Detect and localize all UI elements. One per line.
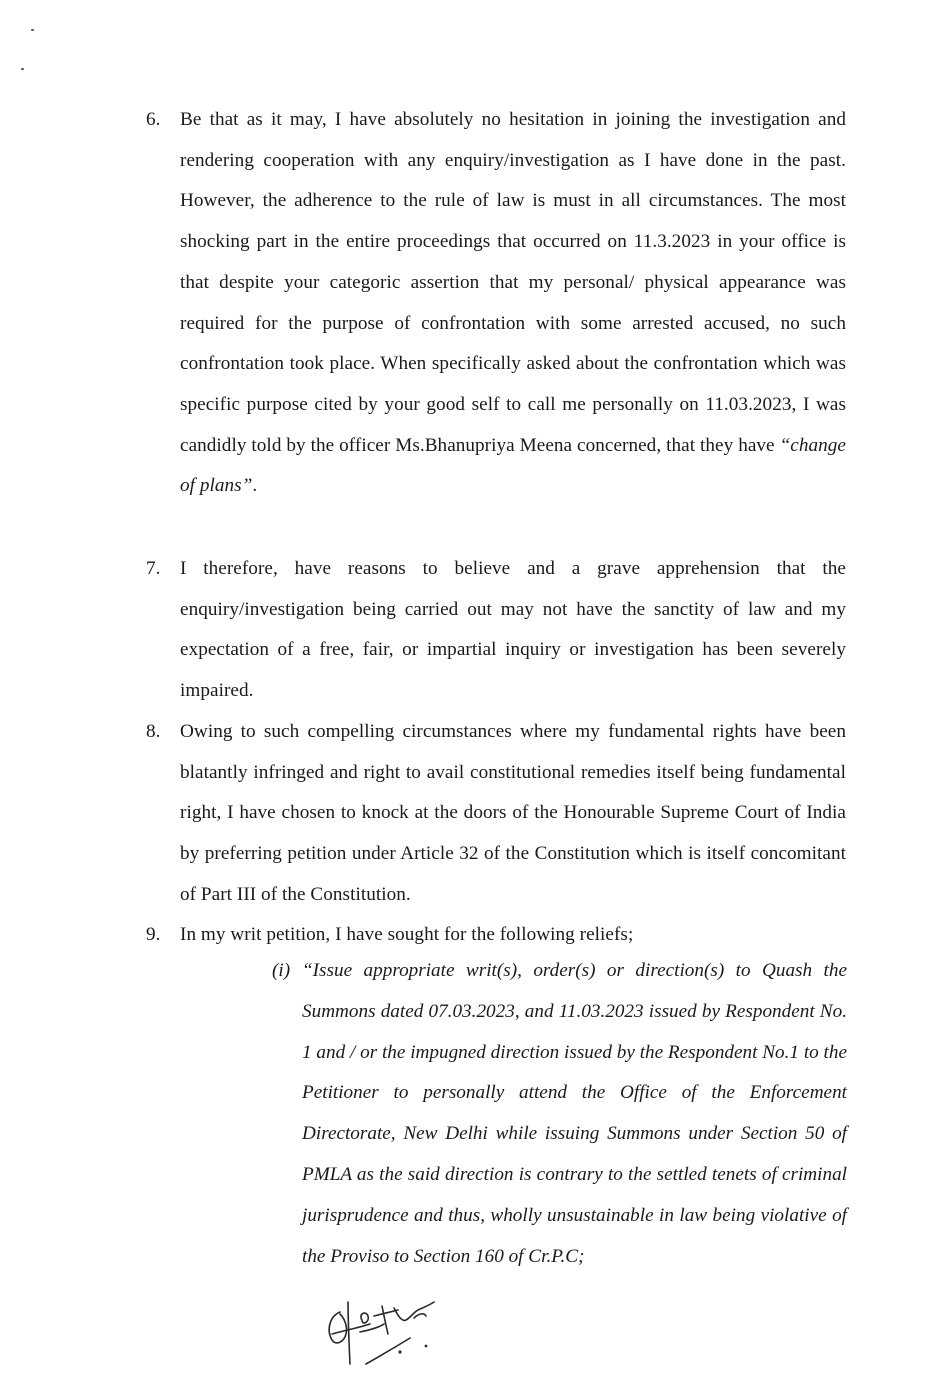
paragraph-text: I therefore, have reasons to believe and a grave apprehension that the enquiry/investigation being carried out may not have the sanctity of law and my expectation of a free, fair, or impartial inquiry or investigation has been severely impaired.	[180, 558, 846, 702]
paragraph-7	[146, 549, 846, 712]
scan-speck	[21, 68, 24, 70]
relief-number: (i)	[272, 960, 291, 981]
paragraph-text: Be that as it may, I have absolutely no hesitation in joining the investigation and rendering cooperation with any enquiry/investigation as I have done in the past. However, the adherence to the rule of law is must in all circumstances. The most shocking part in the entire proceedings that occurred on 11.3.2023 in your office is that despite your categoric assertion that my personal/ physical appearance was required for the purpose of confrontation with some arrested accused, no such confrontation took place. When specifically asked about the confrontation which was specific purpose cited by your good self to call me personally on 11.03.2023, I was candidly told by the officer Ms.Bhanupriya Meena concerned, that they have	[180, 109, 846, 456]
paragraph-number: 7.	[146, 558, 161, 579]
paragraph-number: 6.	[146, 109, 161, 130]
paragraph-9	[146, 915, 846, 956]
paragraph-number: 9.	[146, 924, 161, 945]
reliefs-list	[272, 951, 847, 1277]
paragraph-text: In my writ petition, I have sought for the following reliefs;	[180, 924, 634, 945]
numbered-paragraphs	[146, 100, 846, 956]
paragraph-6	[146, 100, 846, 549]
paragraph-8	[146, 712, 846, 915]
handwritten-signature-icon	[318, 1290, 448, 1370]
relief-item	[272, 951, 847, 1277]
paragraph-text-end: .	[252, 475, 258, 497]
paragraph-text: Owing to such compelling circumstances where my fundamental rights have been blatantly infringed and right to avail constitutional remedies itself being fundamental right, I have chosen to knock at the doors of the Honourable Supreme Court of India by preferring petition under Article 32 of the Constitution which is itself concomitant of Part III of the Constitution.	[180, 721, 846, 905]
quoted-phrase: “change of plans”	[180, 434, 846, 497]
relief-text: “Issue appropriate writ(s), order(s) or direction(s) to Quash the Summons dated 07.03.2023, and 11.03.2023 issued by Respondent No. 1 and / or the impugned direction issued by the Respondent No.1 to the Petitioner to personally attend the Office of the Enforcement Directorate, New Delhi while issuing Summons under Section 50 of PMLA as the said direction is contrary to the settled tenets of criminal jurisprudence and thus, wholly unsustainable in law being violative of the Proviso to Section 160 of Cr.P.C;	[302, 960, 847, 1267]
scan-speck	[31, 29, 34, 31]
paragraph-number: 8.	[146, 721, 161, 742]
